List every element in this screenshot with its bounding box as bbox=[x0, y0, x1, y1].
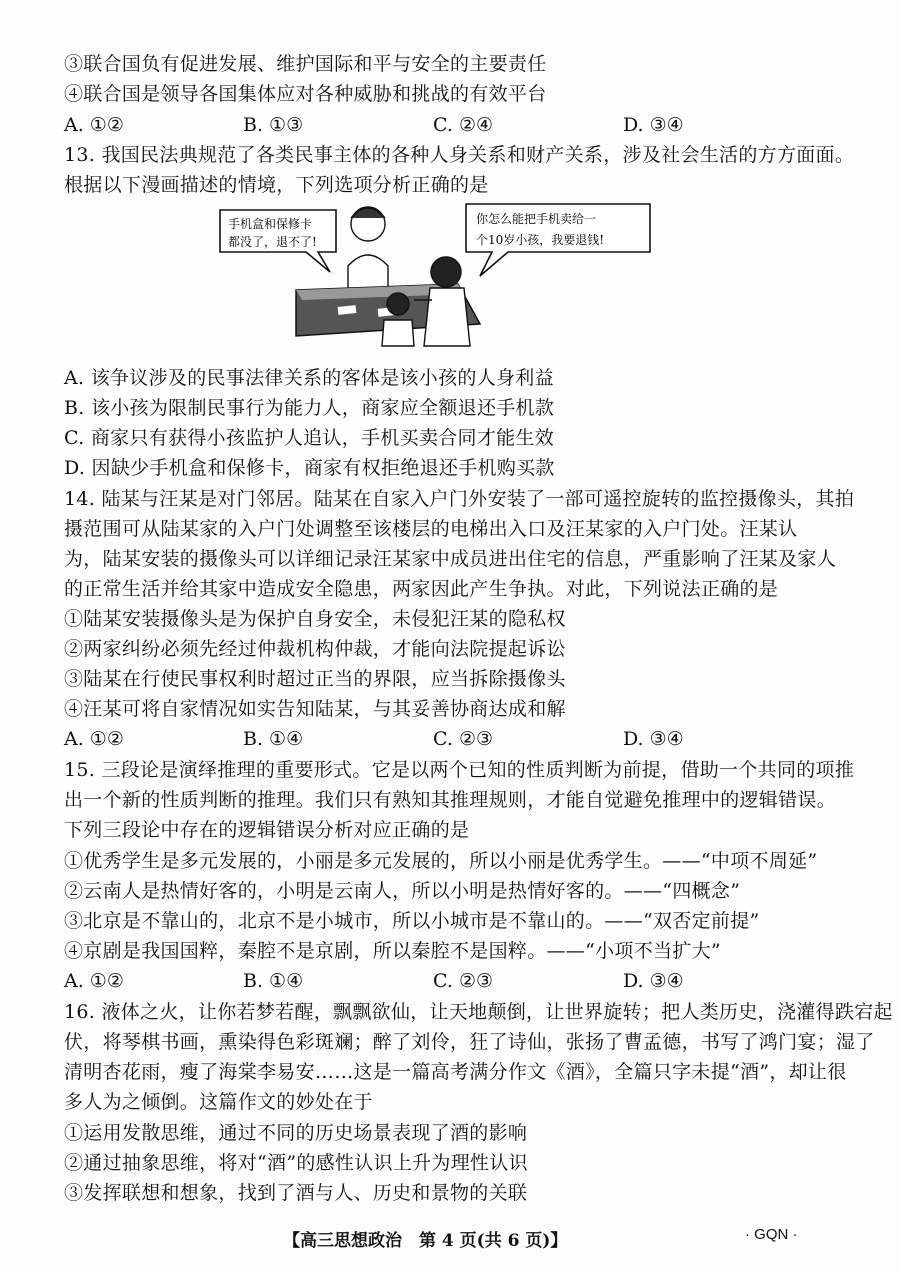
text-line: 的正常生活并给其家中造成安全隐患，两家因此产生争执。对此，下列说法正确的是 bbox=[64, 578, 779, 600]
text-line: ④京剧是我国国粹，秦腔不是京剧，所以秦腔不是国粹。——“小项不当扩大” bbox=[64, 940, 721, 962]
text-line: ②通过抽象思维，将对“酒”的感性认识上升为理性认识 bbox=[64, 1152, 528, 1174]
text-line: 13. 我国民法典规范了各类民事主体的各种人身关系和财产关系，涉及社会生活的方方面面。 bbox=[64, 144, 855, 166]
text-line: ①优秀学生是多元发展的，小丽是多元发展的，所以小丽是优秀学生。——“中项不周延” bbox=[64, 850, 818, 872]
text-line: ③发挥联想和想象，找到了酒与人、历史和景物的关联 bbox=[64, 1182, 528, 1204]
speech-bubble-left bbox=[220, 210, 336, 272]
speech-bubble-right bbox=[466, 204, 650, 276]
text-line: B. 该小孩为限制民事行为能力人，商家应全额退还手机款 bbox=[64, 397, 555, 419]
text-line: 出一个新的性质判断的推理。我们只有熟知其推理规则，才能自觉避免推理中的逻辑错误。 bbox=[64, 789, 837, 811]
text-line: ①陆某安装摄像头是为保护自身安全，未侵犯汪某的隐私权 bbox=[64, 608, 566, 630]
option-a: A. ①② bbox=[64, 970, 124, 992]
option-d: D. ③④ bbox=[623, 970, 684, 992]
bubble-left-line1: 手机盒和保修卡 bbox=[228, 217, 313, 231]
text-line: 15. 三段论是演绎推理的重要形式。它是以两个已知的性质判断为前提，借助一个共同的项推 bbox=[64, 759, 855, 781]
text-line: ④汪某可将自家情况如实告知陆某，与其妥善协商达成和解 bbox=[64, 698, 566, 720]
option-d: D. ③④ bbox=[623, 728, 684, 750]
text-line: 为，陆某安装的摄像头可以详细记录汪某家中成员进出住宅的信息，严重影响了汪某及家人 bbox=[64, 548, 837, 570]
shopkeeper-figure bbox=[348, 207, 388, 291]
text-line: ④联合国是领导各国集体应对各种威胁和挑战的有效平台 bbox=[64, 83, 547, 105]
text-line: ③联合国负有促进发展、维护国际和平与安全的主要责任 bbox=[64, 53, 547, 75]
text-line: D. 因缺少手机盒和保修卡，商家有权拒绝退还手机购买款 bbox=[64, 457, 555, 479]
option-b: B. ①④ bbox=[243, 728, 304, 750]
text-line: 摄范围可从陆某家的入户门处调整至该楼层的电梯出入口及汪某家的入户门处。汪某认 bbox=[64, 518, 798, 540]
bubble-left-line2: 都没了，退不了! bbox=[228, 235, 317, 249]
text-line: 清明杏花雨，瘦了海棠李易安……这是一篇高考满分作文《酒》，全篇只字未提“酒”，却让很 bbox=[64, 1061, 847, 1083]
comic-illustration bbox=[218, 196, 658, 356]
option-b: B. ①③ bbox=[243, 114, 304, 136]
bubble-right-line1: 你怎么能把手机卖给一 bbox=[476, 212, 597, 226]
option-c: C. ②③ bbox=[433, 970, 494, 992]
option-a: A. ①② bbox=[64, 114, 124, 136]
text-line: C. 商家只有获得小孩监护人追认，手机买卖合同才能生效 bbox=[64, 427, 555, 449]
page-footer: 【高三思想政治 第 4 页(共 6 页)】 bbox=[283, 1231, 568, 1251]
text-line: 16. 液体之火，让你若梦若醒，飘飘欲仙，让天地颠倒，让世界旋转；把人类历史，浇灌得跌宕起 bbox=[64, 1001, 893, 1023]
page-code: · GQN · bbox=[745, 1226, 798, 1243]
text-line: ②云南人是热情好客的，小明是云南人，所以小明是热情好客的。——“四概念” bbox=[64, 880, 741, 902]
text-line: 根据以下漫画描述的情境，下列选项分析正确的是 bbox=[64, 174, 489, 196]
option-d: D. ③④ bbox=[623, 114, 684, 136]
text-line: ③北京是不靠山的，北京不是小城市，所以小城市是不靠山的。——“双否定前提” bbox=[64, 910, 760, 932]
text-line: 多人为之倾倒。这篇作文的妙处在于 bbox=[64, 1091, 373, 1113]
text-line: ①运用发散思维，通过不同的历史场景表现了酒的影响 bbox=[64, 1122, 528, 1144]
option-a: A. ①② bbox=[64, 728, 124, 750]
text-line: A. 该争议涉及的民事法律关系的客体是该小孩的人身利益 bbox=[64, 367, 554, 389]
option-c: C. ②③ bbox=[433, 728, 494, 750]
text-line: 14. 陆某与汪某是对门邻居。陆某在自家入户门外安装了一部可遥控旋转的监控摄像头，其拍 bbox=[64, 488, 855, 510]
bubble-right-line2: 个10岁小孩，我要退钱! bbox=[476, 233, 605, 247]
text-line: ③陆某在行使民事权利时超过正当的界限，应当拆除摄像头 bbox=[64, 668, 566, 690]
child-figure bbox=[382, 293, 414, 346]
option-b: B. ①④ bbox=[243, 970, 304, 992]
option-c: C. ②④ bbox=[433, 114, 494, 136]
text-line: 伏，将琴棋书画，熏染得色彩斑斓；醉了刘伶，狂了诗仙，张扬了曹孟德，书写了鸿门宴；湿了 bbox=[64, 1031, 875, 1053]
text-line: 下列三段论中存在的逻辑错误分析对应正确的是 bbox=[64, 819, 470, 841]
text-line: ②两家纠纷必须先经过仲裁机构仲裁，才能向法院提起诉讼 bbox=[64, 638, 566, 660]
